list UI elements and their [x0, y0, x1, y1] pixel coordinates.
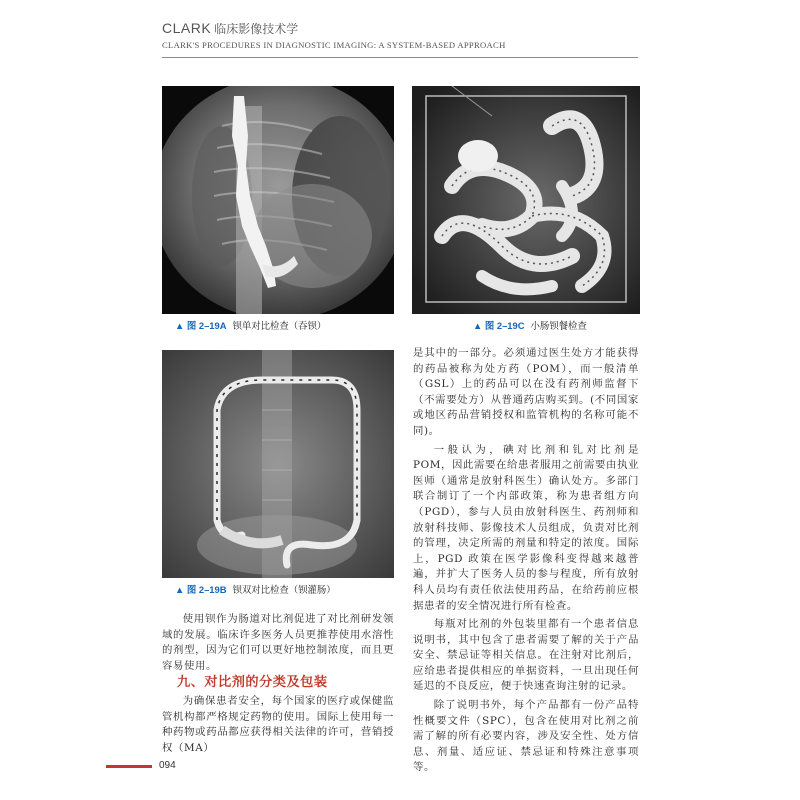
- figure-2-19c-caption: [473, 318, 587, 332]
- header-subtitle: CLARK'S PROCEDURES IN DIAGNOSTIC IMAGING: A SYSTEM-BASED APPROACH: [162, 40, 506, 50]
- paragraph: 每瓶对比剂的外包装里都有一个患者信息说明书，其中包含了患者需要了解的关于产品安全、禁忌证等相关信息。在注射对比剂后，应给患者提供相应的单据资料，一旦出现任何延迟的不良反应，便于快速查询注射的记录。: [413, 618, 639, 693]
- paragraph: 为确保患者安全，每个国家的医疗或保健监管机构都严格规定药物的使用。国际上使用每一种药物或药品都应获得相关法律的许可，营销授权（MA）: [162, 695, 394, 754]
- paragraph: 使用钡作为肠道对比剂促进了对比剂研发领域的发展。临床许多医务人员更推荐使用水溶性的剂型，因为它们可以更好地控制浓度，而且更容易使用。: [162, 613, 394, 672]
- figure-2-19a-caption: [175, 318, 326, 332]
- figure-2-19a-image: [162, 86, 394, 314]
- figure-label: ▲ 图 2–19B: [175, 584, 227, 595]
- header-rule: [162, 57, 638, 58]
- paragraph: 一般认为，碘对比剂和钆对比剂是 POM，因此需要在给患者服用之前需要由执业医师（通常是放射科医生）确认处方。多部门联合制订了一个内部政策，称为患者组方向（PGD），参与人员由放射科医生、药剂师和放射科技师、影像技术人员组成，负责对比剂的管理，决定所需的剂量和特定的浓度。国际上，PGD 政策在医学影像科变得越来越普遍，并扩大了医务人员的参与程度，所有放射科人员均有责任依法使用药品，在给药前应根据患者的安全情况进行所有检查。: [413, 443, 639, 612]
- figure-2-19c-image: [412, 86, 640, 314]
- header-title: 临床影像技术学: [214, 22, 299, 36]
- figure-caption-text: 钡双对比检查（钡灌肠）: [232, 585, 336, 596]
- figure-caption-text: 钡单对比检查（吞钡）: [232, 321, 327, 332]
- footer-accent-bar: [106, 765, 152, 768]
- figure-label: ▲ 图 2–19C: [473, 320, 525, 331]
- figure-caption-text: 小肠钡餐检查: [530, 321, 587, 332]
- paragraph: 除了说明书外，每个产品都有一份产品特性概要文件（SPC），包含在使用对比剂之前需了解的所有必要内容，涉及安全性、处方信息、剂量、适应证、禁忌证和特殊注意事项等。: [413, 699, 639, 774]
- paragraph: 是其中的一部分。必须通过医生处方才能获得的药品被称为处方药（POM），而一般清单（GSL）上的药品可以在没有药剂师监督下（不需要处方）从普通药店购买到。(不同国家或地区药品营销授权和监管机构的名称可能不同)。: [413, 347, 639, 437]
- page-number: 094: [159, 760, 176, 771]
- section-heading: 九、对比剂的分类及包装: [177, 675, 328, 690]
- left-column-text: [162, 612, 394, 674]
- figure-2-19b-caption: [175, 582, 336, 596]
- right-column-text: [413, 346, 639, 776]
- left-column-text-2: [162, 694, 394, 756]
- header-brand: CLARK: [162, 20, 212, 36]
- figure-label: ▲ 图 2–19A: [175, 320, 227, 331]
- running-header: [162, 20, 298, 37]
- figure-2-19b-image: [162, 350, 394, 578]
